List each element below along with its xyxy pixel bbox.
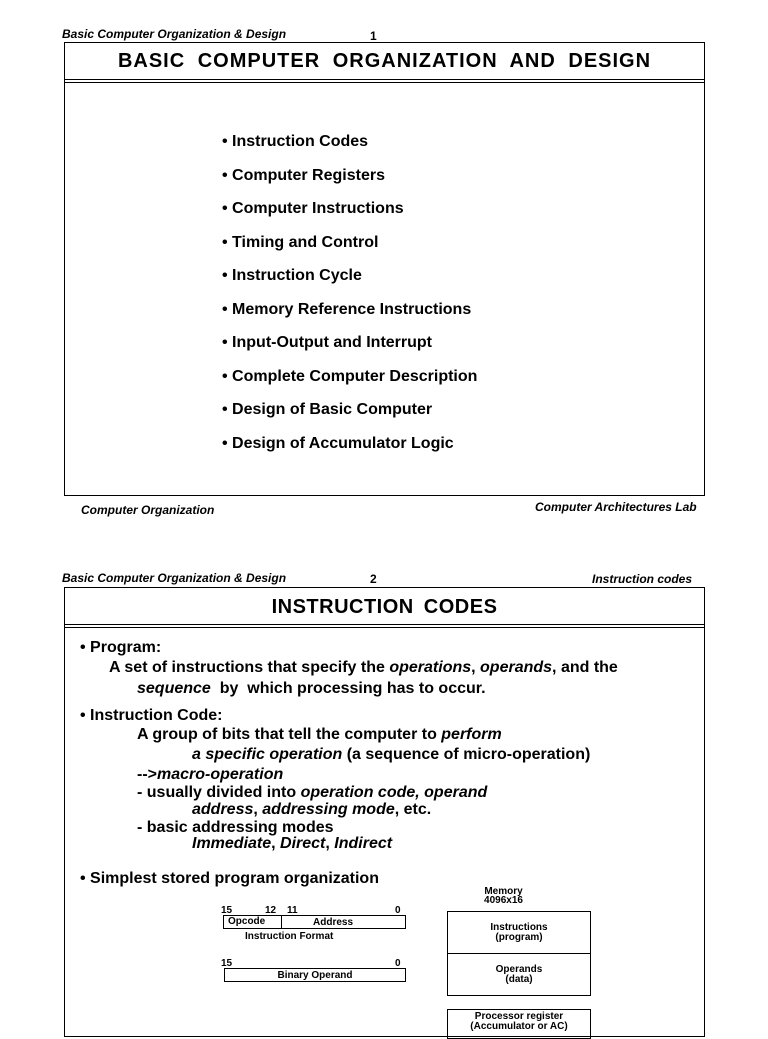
slide2-header-right: Instruction codes [592,572,693,586]
instruction-format-caption: Instruction Format [245,931,334,942]
slide1-header-left: Basic Computer Organization & Design [62,27,287,41]
memory-instructions-block: Instructions (program) [447,911,591,954]
code-line-7: Immediate, Direct, Indirect [192,835,393,852]
slide2-page-number: 2 [370,572,377,586]
slide1-footer-right: Computer Architectures Lab [535,500,697,514]
instruction-code-heading: • Instruction Code: [80,707,223,724]
slide2-title-underline [64,627,705,628]
list-item: • Timing and Control [222,233,379,251]
list-item: • Instruction Codes [222,133,369,150]
processor-register-block: Processor register (Accumulator or AC) [447,1009,591,1039]
opcode-divider [281,915,282,929]
list-item: • Memory Reference Instructions [222,300,472,318]
memory-label: Memory 4096x16 [484,886,523,906]
code-line-2: a specific operation (a sequence of micro-operation) [192,746,591,763]
opcode-field: Opcode [228,916,266,927]
list-item: • Design of Accumulator Logic [222,434,454,452]
address-field: Address [313,917,354,928]
memory-operands-block: Operands (data) [447,953,591,996]
binary-bit-0-label: 0 [395,958,401,969]
program-heading: • Program: [80,639,162,656]
slide1-page-number: 1 [370,29,377,43]
slide2-header-left: Basic Computer Organization & Design [62,571,287,585]
list-item: • Input-Output and Interrupt [222,334,432,351]
bit-11-label: 11 [287,905,298,916]
slide2-title: INSTRUCTION CODES [64,587,705,625]
list-item: • Instruction Cycle [222,267,362,284]
simplest-heading: • Simplest stored program organization [80,870,379,887]
bit-12-label: 12 [265,905,277,916]
program-line-2: sequence by which processing has to occur. [137,680,486,697]
list-item: • Computer Instructions [222,200,404,217]
code-line-3: -->macro-operation [137,766,284,783]
program-line-1: A set of instructions that specify the operations, operands, and the [109,659,618,676]
slide1-title-underline [64,82,705,83]
binary-bit-15-label: 15 [221,958,233,969]
bit-0-label: 0 [395,905,401,916]
code-line-5: address, addressing mode, etc. [192,801,432,818]
list-item: • Design of Basic Computer [222,401,433,418]
slide1-footer-left: Computer Organization [81,503,215,517]
slide1-title: BASIC COMPUTER ORGANIZATION AND DESIGN [64,42,705,80]
code-line-6: - basic addressing modes [137,819,334,836]
code-line-1: A group of bits that tell the computer to perform [137,726,502,743]
code-line-4: - usually divided into operation code, operand [137,784,488,801]
slide1-topic-list [222,133,477,468]
list-item: • Computer Registers [222,166,385,184]
binary-operand-label: Binary Operand [277,970,353,981]
bit-15-label: 15 [221,905,233,916]
list-item: • Complete Computer Description [222,367,478,385]
